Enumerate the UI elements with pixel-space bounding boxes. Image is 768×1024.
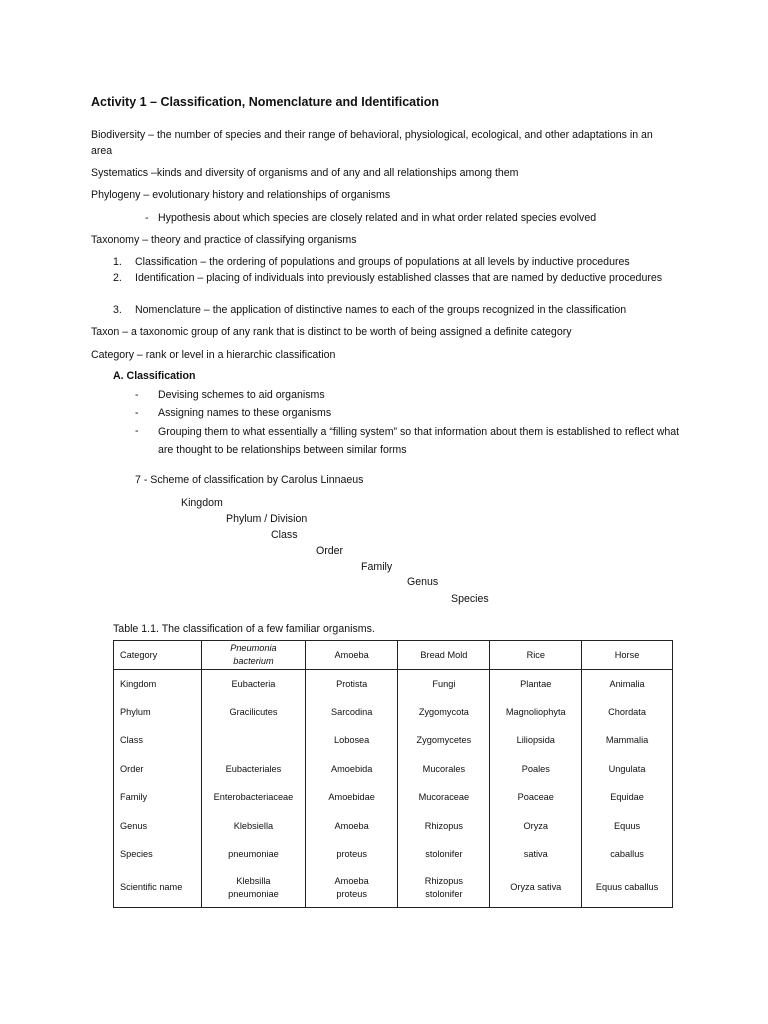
- hierarchy-family: Family: [361, 561, 393, 573]
- definition-taxonomy: Taxonomy – theory and practice of classifying organisms: [91, 234, 357, 246]
- section-a-heading: A. Classification: [113, 370, 196, 382]
- bullet-dash: -: [135, 407, 139, 419]
- scheme-title: 7 - Scheme of classification by Carolus Linnaeus: [135, 474, 364, 486]
- list-item-classification: Classification – the ordering of populations and groups of populations at all levels by inductive procedures: [135, 256, 630, 268]
- table-row: [114, 784, 673, 812]
- table-cell: Family: [114, 784, 202, 812]
- list-item-identification: Identification – placing of individuals into previously established classes that are named by deductive procedures: [135, 272, 663, 284]
- table-cell: Kingdom: [114, 670, 202, 699]
- table-cell: Phylum: [114, 698, 202, 726]
- list-number: 3.: [113, 304, 122, 316]
- table-cell: Equus caballus: [582, 869, 673, 908]
- table-cell: Rhizopus stolonifer: [398, 869, 490, 908]
- hierarchy-phylum: Phylum / Division: [226, 513, 308, 525]
- bullet-dash: -: [135, 425, 139, 437]
- table-cell: Magnoliophyta: [490, 698, 582, 726]
- definition-category: Category – rank or level in a hierarchic classification: [91, 349, 336, 361]
- bullet-dash: -: [135, 389, 139, 401]
- header-cell: Rice: [490, 641, 582, 670]
- list-number: 1.: [113, 256, 122, 268]
- table-cell: Gracilicutes: [201, 698, 305, 726]
- table-cell: caballus: [582, 840, 673, 868]
- table-cell: Genus: [114, 812, 202, 840]
- definition-phylogeny: Phylogeny – evolutionary history and relationships of organisms: [91, 189, 391, 201]
- table-cell: Liliopsida: [490, 727, 582, 755]
- phylogeny-sub-item: Hypothesis about which species are closely related and in what order related species evolved: [158, 212, 597, 224]
- table-cell: Enterobacteriaceae: [201, 784, 305, 812]
- hierarchy-order: Order: [316, 545, 344, 557]
- classification-table: [113, 640, 673, 908]
- section-a-item: Assigning names to these organisms: [158, 407, 332, 419]
- table-cell: Equidae: [582, 784, 673, 812]
- hierarchy-kingdom: Kingdom: [181, 497, 223, 509]
- table-row: [114, 840, 673, 868]
- hierarchy-genus: Genus: [407, 576, 439, 588]
- table-cell: Class: [114, 727, 202, 755]
- table-cell: Amoeba: [306, 812, 398, 840]
- table-cell: Poales: [490, 755, 582, 783]
- table-header-row: [114, 641, 673, 670]
- table-cell: Mammalia: [582, 727, 673, 755]
- table-cell: Poaceae: [490, 784, 582, 812]
- table-cell: Amoeba proteus: [306, 869, 398, 908]
- table-row: [114, 670, 673, 699]
- table-row: [114, 698, 673, 726]
- table-cell: Mucoraceae: [398, 784, 490, 812]
- page-title: Activity 1 – Classification, Nomenclature and Identification: [91, 95, 439, 109]
- hierarchy-class: Class: [271, 529, 298, 541]
- header-cell: Bread Mold: [398, 641, 490, 670]
- table-cell: Sarcodina: [306, 698, 398, 726]
- definition-taxon: Taxon – a taxonomic group of any rank that is distinct to be worth of being assigned a definite category: [91, 326, 572, 338]
- table-cell: Rhizopus: [398, 812, 490, 840]
- table-cell: Oryza: [490, 812, 582, 840]
- table-cell: Klebsilla pneumoniae: [201, 869, 305, 908]
- section-a-item: Devising schemes to aid organisms: [158, 389, 325, 401]
- table-cell: Eubacteriales: [201, 755, 305, 783]
- table-cell: Zygomycetes: [398, 727, 490, 755]
- table-cell: Amoebida: [306, 755, 398, 783]
- phylogeny-sub-dash: -: [145, 212, 149, 224]
- table-cell: Klebsiella: [201, 812, 305, 840]
- table-cell: stolonifer: [398, 840, 490, 868]
- table-row: [114, 869, 673, 908]
- table-cell: Amoebidae: [306, 784, 398, 812]
- header-cell: Pneumonia bacterium: [201, 641, 305, 670]
- table-cell: sativa: [490, 840, 582, 868]
- table-caption: Table 1.1. The classification of a few familiar organisms.: [113, 623, 375, 635]
- table-cell: Protista: [306, 670, 398, 699]
- table-cell: Scientific name: [114, 869, 202, 908]
- table-cell: Eubacteria: [201, 670, 305, 699]
- table-cell: Mucorales: [398, 755, 490, 783]
- table-cell: Equus: [582, 812, 673, 840]
- table-cell: Species: [114, 840, 202, 868]
- list-number: 2.: [113, 272, 122, 284]
- table-cell: Fungi: [398, 670, 490, 699]
- header-cell: Category: [114, 641, 202, 670]
- table-cell: Chordata: [582, 698, 673, 726]
- table-cell: [201, 727, 305, 755]
- definition-systematics: Systematics –kinds and diversity of organisms and of any and all relationships among them: [91, 167, 519, 179]
- table-cell: Animalia: [582, 670, 673, 699]
- definition-biodiversity: Biodiversity – the number of species and their range of behavioral, physiological, ecological, and other adaptations in an area: [91, 129, 653, 157]
- table-cell: Ungulata: [582, 755, 673, 783]
- table-cell: Oryza sativa: [490, 869, 582, 908]
- header-cell: Horse: [582, 641, 673, 670]
- table-row: [114, 755, 673, 783]
- table-row: [114, 727, 673, 755]
- table-cell: pneumoniae: [201, 840, 305, 868]
- list-item-nomenclature: Nomenclature – the application of distinctive names to each of the groups recognized in the classification: [135, 304, 627, 316]
- table-cell: Plantae: [490, 670, 582, 699]
- table-row: [114, 812, 673, 840]
- header-cell: Amoeba: [306, 641, 398, 670]
- table-cell: proteus: [306, 840, 398, 868]
- table-cell: Zygomycota: [398, 698, 490, 726]
- section-a-item: Grouping them to what essentially a “filling system” so that information about them is established to reflect what are thought to be relationships between similar forms: [158, 426, 680, 456]
- table-cell: Order: [114, 755, 202, 783]
- table-cell: Lobosea: [306, 727, 398, 755]
- hierarchy-species: Species: [451, 593, 489, 605]
